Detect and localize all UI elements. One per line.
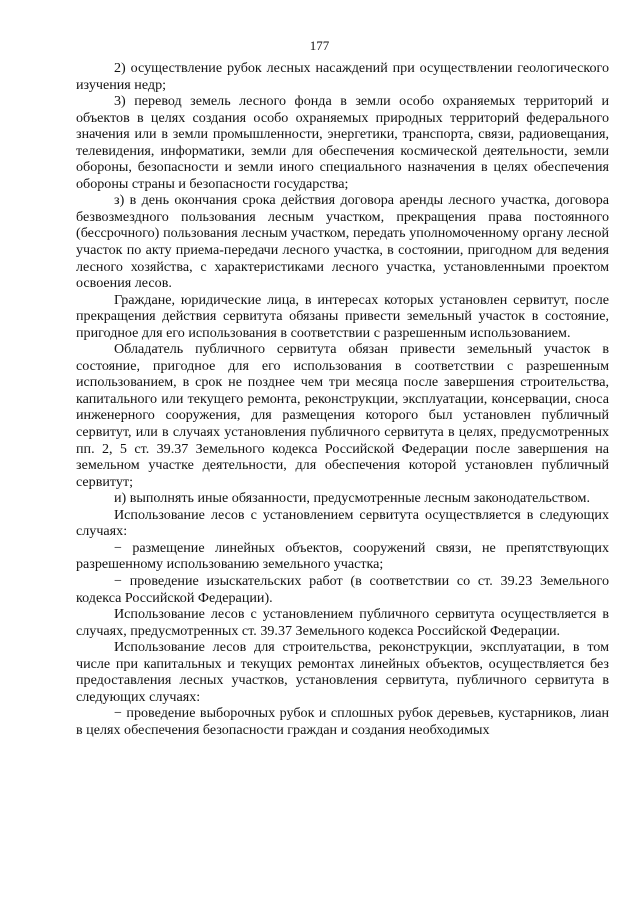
paragraph-servitude-restoration: Граждане, юридические лица, в интересах которых установлен сервитут, после прекращения действия сервитута обязаны привести земельный участок в состояние, пригодное для его использования в соответствии с разрешенным использованием.: [76, 291, 609, 341]
list-item-linear-objects: − размещение линейных объектов, сооружений связи, не препятствующих разрешенному использованию земельного участка;: [76, 539, 609, 573]
list-item-survey-works: − проведение изыскательских работ (в соответствии со ст. 39.23 Земельного кодекса Российской Федерации).: [76, 572, 609, 606]
page-body: [76, 60, 609, 738]
paragraph-item-2: 2) осуществление рубок лесных насаждений при осуществлении геологического изучения недр;: [76, 60, 609, 93]
paragraph-item-z: з) в день окончания срока действия договора аренды лесного участка, договора безвозмездного пользования лесным участком, прекращения права постоянного (бессрочного) пользования лесным участком, передать уполномоченному органу лесной участок по акту приема-передачи лесного участка, в состоянии, пригодном для ведения лесного хозяйства, с характеристиками лесного участка, установленными проектом освоения лесов.: [76, 192, 609, 292]
paragraph-public-servitude-cases: Использование лесов с установлением публичного сервитута осуществляется в случаях, предусмотренных ст. 39.37 Земельного кодекса Российской Федерации.: [76, 606, 609, 639]
paragraph-public-servitude-holder: Обладатель публичного сервитута обязан привести земельный участок в состояние, пригодное для его использования в соответствии с разрешенным использованием, в срок не позднее чем три месяца после завершения строительства, капитального или текущего ремонта, реконструкции, эксплуатации, консервации, сноса инженерного сооружения, для размещения которого был установлен публичный сервитут, или в случаях установления публичного сервитута в целях, предусмотренных пп. 2, 5 ст. 39.37 Земельного кодекса Российской Федерации после завершения на земельном участке деятельности, для обеспечения которой установлен публичный сервитут;: [76, 341, 609, 490]
list-item-selective-felling: − проведение выборочных рубок и сплошных рубок деревьев, кустарников, лиан в целях обеспечения безопасности граждан и создания необходимых: [76, 705, 609, 738]
page-number: 177: [309, 38, 330, 53]
paragraph-item-i: и) выполнять иные обязанности, предусмотренные лесным законодательством.: [114, 490, 590, 507]
paragraph-servitude-cases: Использование лесов с установлением сервитута осуществляется в следующих случаях:: [76, 506, 609, 540]
paragraph-item-3: 3) перевод земель лесного фонда в земли особо охраняемых территорий и объектов в целях создания особо охраняемых природных территорий федерального значения или в земли промышленности, энергетики, транспорта, связи, радиовещания, телевидения, информатики, земли для обеспечения космической деятельности, земли обороны, безопасности и земли иного специального назначения в целях обеспечения обороны страны и безопасности государства;: [76, 93, 609, 192]
paragraph-without-land-plots: Использование лесов для строительства, реконструкции, эксплуатации, в том числе при капитальных и текущих ремонтах линейных объектов, осуществляется без предоставления лесных участков, установления сервитута, публичного сервитута в следующих случаях:: [76, 639, 609, 705]
